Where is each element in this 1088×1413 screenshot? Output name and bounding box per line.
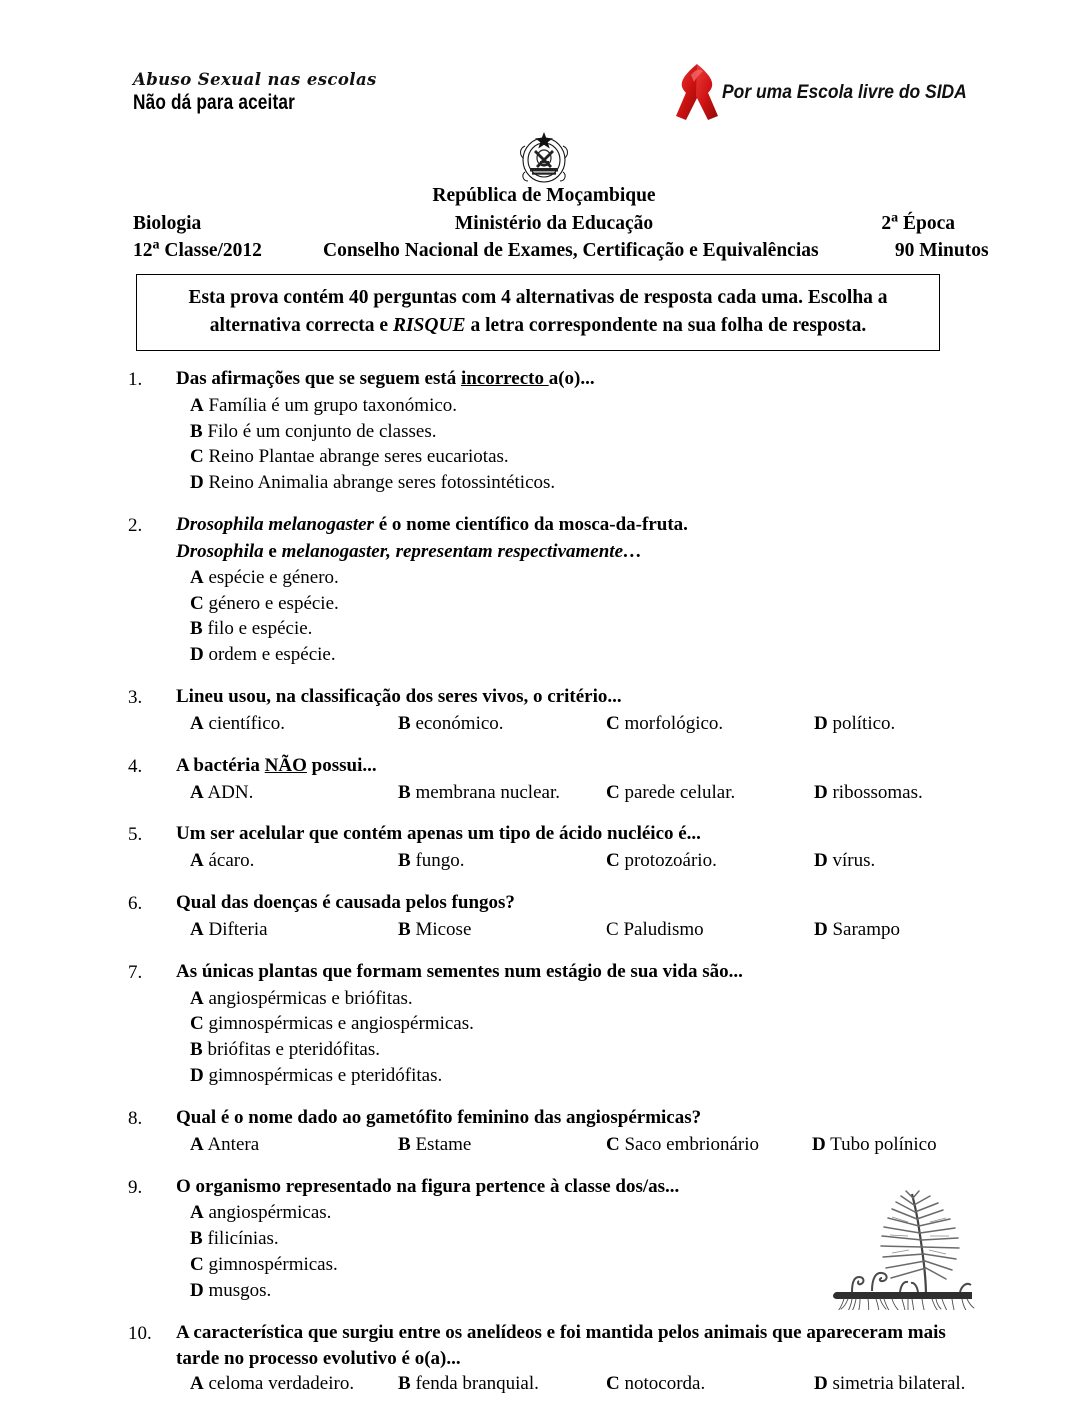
question-head — [128, 821, 960, 848]
option-text: filo e espécie. — [207, 618, 313, 640]
option-a[interactable] — [176, 848, 384, 874]
option-letter: D — [190, 1279, 204, 1301]
option-letter: A — [190, 1202, 204, 1224]
header-row-2 — [133, 210, 955, 238]
option-text: género e espécie. — [208, 592, 339, 614]
option-text: membrana nuclear. — [415, 781, 560, 803]
option-letter: B — [398, 1133, 411, 1155]
fern-illustration-svg — [822, 1178, 998, 1310]
option-text: ácaro. — [208, 850, 255, 872]
question-stem-underlined: incorrecto — [460, 368, 549, 389]
abuse-banner-line2: Não dá para aceitar — [133, 90, 296, 114]
option-text: Família é um grupo taxonómico. — [208, 394, 458, 416]
header-row-3 — [133, 236, 989, 265]
option-letter: C — [190, 1254, 204, 1276]
option-b[interactable] — [176, 1037, 586, 1063]
option-text: Reino Animalia abrange seres fotossintéticos. — [208, 472, 556, 494]
options-list — [176, 393, 960, 496]
duration-label: 90 Minutos — [894, 240, 989, 262]
option-d[interactable] — [800, 917, 1008, 943]
option-text: ribossomas. — [832, 781, 923, 803]
question-number: 10. — [128, 1322, 152, 1344]
option-text: angiospérmicas e briófitas. — [208, 987, 413, 1009]
question-head — [128, 366, 960, 393]
options-list — [176, 986, 960, 1089]
option-c[interactable] — [176, 1011, 586, 1037]
question-stem-tail: possui... — [306, 754, 377, 776]
subject-label: Biologia — [133, 212, 202, 234]
option-text: Tubo polínico — [830, 1133, 937, 1155]
question-stem-text: A bactéria — [176, 754, 265, 776]
option-letter: D — [814, 1373, 828, 1395]
question-stem-text: Qual é o nome dado ao gametófito feminino das angiospérmicas? — [176, 1106, 702, 1128]
option-letter: B — [398, 781, 411, 803]
option-letter: B — [398, 712, 411, 734]
question-block — [128, 684, 960, 737]
fern-figure — [822, 1178, 998, 1310]
option-text: ordem e espécie. — [208, 644, 336, 666]
option-letter: C — [190, 446, 204, 468]
header-republic-row — [133, 182, 955, 210]
option-a[interactable] — [176, 986, 586, 1012]
option-a[interactable] — [176, 1371, 384, 1397]
option-c[interactable] — [176, 444, 960, 470]
question-stem-underlined: NÃO — [264, 754, 307, 776]
option-letter: B — [190, 618, 203, 640]
question-head — [128, 890, 960, 917]
option-letter: B — [190, 420, 203, 442]
option-c[interactable] — [592, 1371, 800, 1397]
option-text: Filo é um conjunto de classes. — [207, 420, 437, 442]
question-stem-tail: a(o)... — [548, 368, 595, 389]
option-text: científico. — [208, 712, 285, 734]
question-stem-line2-italic-a: Drosophila — [176, 540, 264, 562]
option-a[interactable] — [176, 1132, 384, 1158]
options-list — [176, 1132, 960, 1158]
option-text: fungo. — [415, 850, 465, 872]
option-letter: D — [190, 1065, 204, 1087]
abuse-banner-line1: Abuso Sexual nas escolas — [133, 70, 377, 89]
option-a[interactable] — [176, 917, 384, 943]
option-text: simetria bilateral. — [832, 1373, 966, 1395]
option-text: protozoário. — [624, 850, 717, 872]
option-letter: D — [814, 712, 828, 734]
option-d[interactable] — [798, 1132, 1006, 1158]
option-text: gimnospérmicas. — [208, 1254, 338, 1276]
question-stem-text: Um ser acelular que contém apenas um tipo de ácido nucléico é... — [176, 823, 701, 845]
red-ribbon-icon — [670, 58, 726, 124]
option-letter: A — [190, 1373, 204, 1395]
question-number: 5. — [128, 824, 143, 846]
option-text: espécie e género. — [208, 566, 339, 588]
question-stem — [176, 959, 960, 985]
mozambique-coat-of-arms-icon — [516, 128, 572, 188]
option-text: morfológico. — [624, 712, 724, 734]
option-letter: C — [606, 1133, 620, 1155]
question-number: 7. — [128, 961, 143, 983]
option-c[interactable] — [592, 711, 800, 737]
option-text: económico. — [415, 712, 504, 734]
question-head — [128, 753, 960, 780]
question-block — [128, 1105, 960, 1158]
option-letter: A — [190, 712, 204, 734]
question-number: 2. — [128, 515, 143, 537]
option-text: notocorda. — [624, 1373, 706, 1395]
option-text: celoma verdadeiro. — [208, 1373, 355, 1395]
option-text: briófitas e pteridófitas. — [207, 1039, 380, 1061]
options-list — [176, 780, 960, 806]
options-list — [176, 917, 960, 943]
option-d[interactable] — [800, 711, 1008, 737]
question-number: 8. — [128, 1107, 143, 1129]
question-stem — [176, 1320, 960, 1372]
option-letter: A — [190, 781, 204, 803]
question-stem-line2-plain: e — [263, 540, 282, 562]
option-a[interactable] — [176, 565, 586, 591]
question-number: 4. — [128, 755, 143, 777]
option-text: Antera — [207, 1133, 260, 1155]
options-list — [176, 711, 960, 737]
option-text: Reino Plantae abrange seres eucariotas. — [208, 446, 509, 468]
option-letter: C — [606, 712, 620, 734]
question-head — [128, 1320, 960, 1372]
option-letter: C — [606, 1373, 620, 1395]
option-text: ADN. — [207, 781, 254, 803]
option-c[interactable] — [592, 848, 800, 874]
option-c[interactable] — [592, 780, 800, 806]
option-letter: A — [190, 987, 204, 1009]
option-letter: C — [190, 1013, 204, 1035]
option-b[interactable] — [384, 1132, 592, 1158]
option-d[interactable] — [800, 848, 1008, 874]
option-letter: C — [606, 781, 620, 803]
sida-banner-text: Por uma Escola livre do SIDA — [722, 82, 967, 103]
ministry-label: Ministério da Educação — [454, 212, 654, 234]
option-text: gimnospérmicas e pteridófitas. — [208, 1065, 443, 1087]
instructions-part1: Esta prova contém 40 perguntas com 4 alternativas de resposta cada uma. Escolha a alternativa correcta e — [188, 287, 888, 336]
exam-epoch-label: 2$^a$ Época — [881, 209, 955, 234]
question-stem — [176, 753, 960, 779]
option-b[interactable] — [176, 616, 586, 642]
option-b[interactable] — [176, 419, 960, 445]
option-a[interactable] — [176, 393, 960, 419]
question-block — [128, 366, 960, 496]
option-b[interactable] — [384, 1371, 592, 1397]
instructions-emphasis: RISQUE — [392, 314, 466, 336]
option-letter: D — [190, 472, 204, 494]
question-stem-text: Lineu usou, na classificação dos seres vivos, o critério... — [176, 686, 622, 708]
question-stem — [176, 684, 960, 710]
question-stem-text: As únicas plantas que formam sementes num estágio de sua vida são... — [176, 960, 743, 982]
instructions-box — [136, 274, 940, 351]
options-list — [176, 565, 960, 668]
option-b[interactable] — [384, 848, 592, 874]
question-number: 9. — [128, 1176, 143, 1198]
option-b[interactable] — [384, 780, 592, 806]
republic-title: República de Moçambique — [432, 185, 656, 206]
option-d[interactable] — [176, 470, 960, 496]
option-text: vírus. — [832, 850, 876, 872]
question-block — [128, 1320, 966, 1397]
question-stem — [176, 366, 960, 392]
question-block — [128, 753, 960, 806]
question-stem-line2-italic-b: melanogaster, representam respectivamente… — [281, 540, 643, 562]
option-text: Paludismo — [623, 918, 704, 940]
question-stem-italic: Drosophila melanogaster — [176, 514, 374, 536]
option-letter: A — [190, 394, 204, 416]
option-b[interactable] — [384, 917, 592, 943]
option-letter: D — [814, 918, 828, 940]
option-d[interactable] — [176, 642, 586, 668]
question-stem-text: O organismo representado na figura pertence à classe dos/as... — [176, 1175, 680, 1197]
option-text: Sarampo — [832, 918, 901, 940]
option-c[interactable] — [176, 591, 586, 617]
question-block — [128, 1174, 960, 1304]
option-text: musgos. — [208, 1279, 272, 1301]
option-letter: C — [190, 592, 204, 614]
option-a[interactable] — [176, 780, 384, 806]
option-letter: B — [398, 850, 411, 872]
options-list — [176, 1371, 966, 1397]
question-number: 6. — [128, 893, 143, 915]
option-letter: B — [190, 1228, 203, 1250]
option-c[interactable] — [592, 1132, 798, 1158]
option-text: Micose — [415, 918, 472, 940]
document-header — [133, 182, 989, 265]
question-stem-text: é o nome científico da mosca-da-fruta. — [373, 514, 688, 536]
option-text: gimnospérmicas e angiospérmicas. — [208, 1013, 474, 1035]
option-letter: A — [190, 918, 204, 940]
question-head — [128, 959, 960, 986]
option-c[interactable] — [592, 917, 800, 943]
question-stem-text: Qual das doenças é causada pelos fungos? — [176, 892, 515, 914]
option-letter: A — [190, 566, 204, 588]
option-letter: C — [606, 850, 620, 872]
question-number: 1. — [128, 369, 143, 390]
option-text: filicínias. — [207, 1228, 279, 1250]
question-number: 3. — [128, 687, 143, 709]
option-text: político. — [832, 712, 896, 734]
option-a[interactable] — [176, 711, 384, 737]
option-letter: D — [812, 1133, 826, 1155]
questions-list — [0, 366, 1088, 1413]
abuse-awareness-banner — [133, 72, 473, 115]
options-list — [176, 848, 960, 874]
option-text: angiospérmicas. — [208, 1202, 332, 1224]
option-letter: D — [814, 850, 828, 872]
option-letter: D — [190, 644, 204, 666]
option-letter: C — [606, 918, 619, 940]
option-text: parede celular. — [624, 781, 736, 803]
question-stem — [176, 1105, 960, 1131]
question-stem — [176, 890, 960, 916]
option-d[interactable] — [800, 1371, 1008, 1397]
question-stem-line2 — [176, 539, 960, 565]
question-block — [128, 959, 960, 1089]
option-text: fenda branquial. — [415, 1373, 539, 1395]
option-letter: B — [398, 918, 411, 940]
top-banners — [0, 0, 1088, 120]
option-d[interactable] — [176, 1063, 586, 1089]
question-stem — [176, 821, 960, 847]
option-letter: B — [190, 1039, 203, 1061]
option-b[interactable] — [384, 711, 592, 737]
option-letter: A — [190, 850, 204, 872]
question-head — [128, 512, 960, 539]
option-text: Difteria — [208, 918, 268, 940]
option-letter: B — [398, 1373, 411, 1395]
option-letter: D — [814, 781, 828, 803]
class-year-label: 12$^a$ Classe/2012 — [133, 236, 262, 262]
option-text: Saco embrionário — [624, 1133, 760, 1155]
option-letter: A — [190, 1133, 204, 1155]
question-stem — [176, 512, 960, 538]
question-block — [128, 512, 960, 668]
instructions-part2: a letra correspondente na sua folha de resposta. — [465, 314, 867, 336]
question-stem-text: Das afirmações que se seguem está — [176, 368, 461, 389]
council-label: Conselho Nacional de Exames, Certificação e Equivalências — [323, 240, 819, 262]
question-block — [128, 890, 960, 943]
question-head — [128, 1105, 960, 1132]
option-d[interactable] — [800, 780, 1008, 806]
question-head — [128, 684, 960, 711]
sida-awareness-banner — [670, 58, 988, 124]
question-block — [128, 821, 960, 874]
question-stem-text: A característica que surgiu entre os anelídeos e foi mantida pelos animais que apareceram mais tarde no processo evolutivo é o(a)... — [176, 1321, 946, 1369]
option-text: Estame — [415, 1133, 472, 1155]
